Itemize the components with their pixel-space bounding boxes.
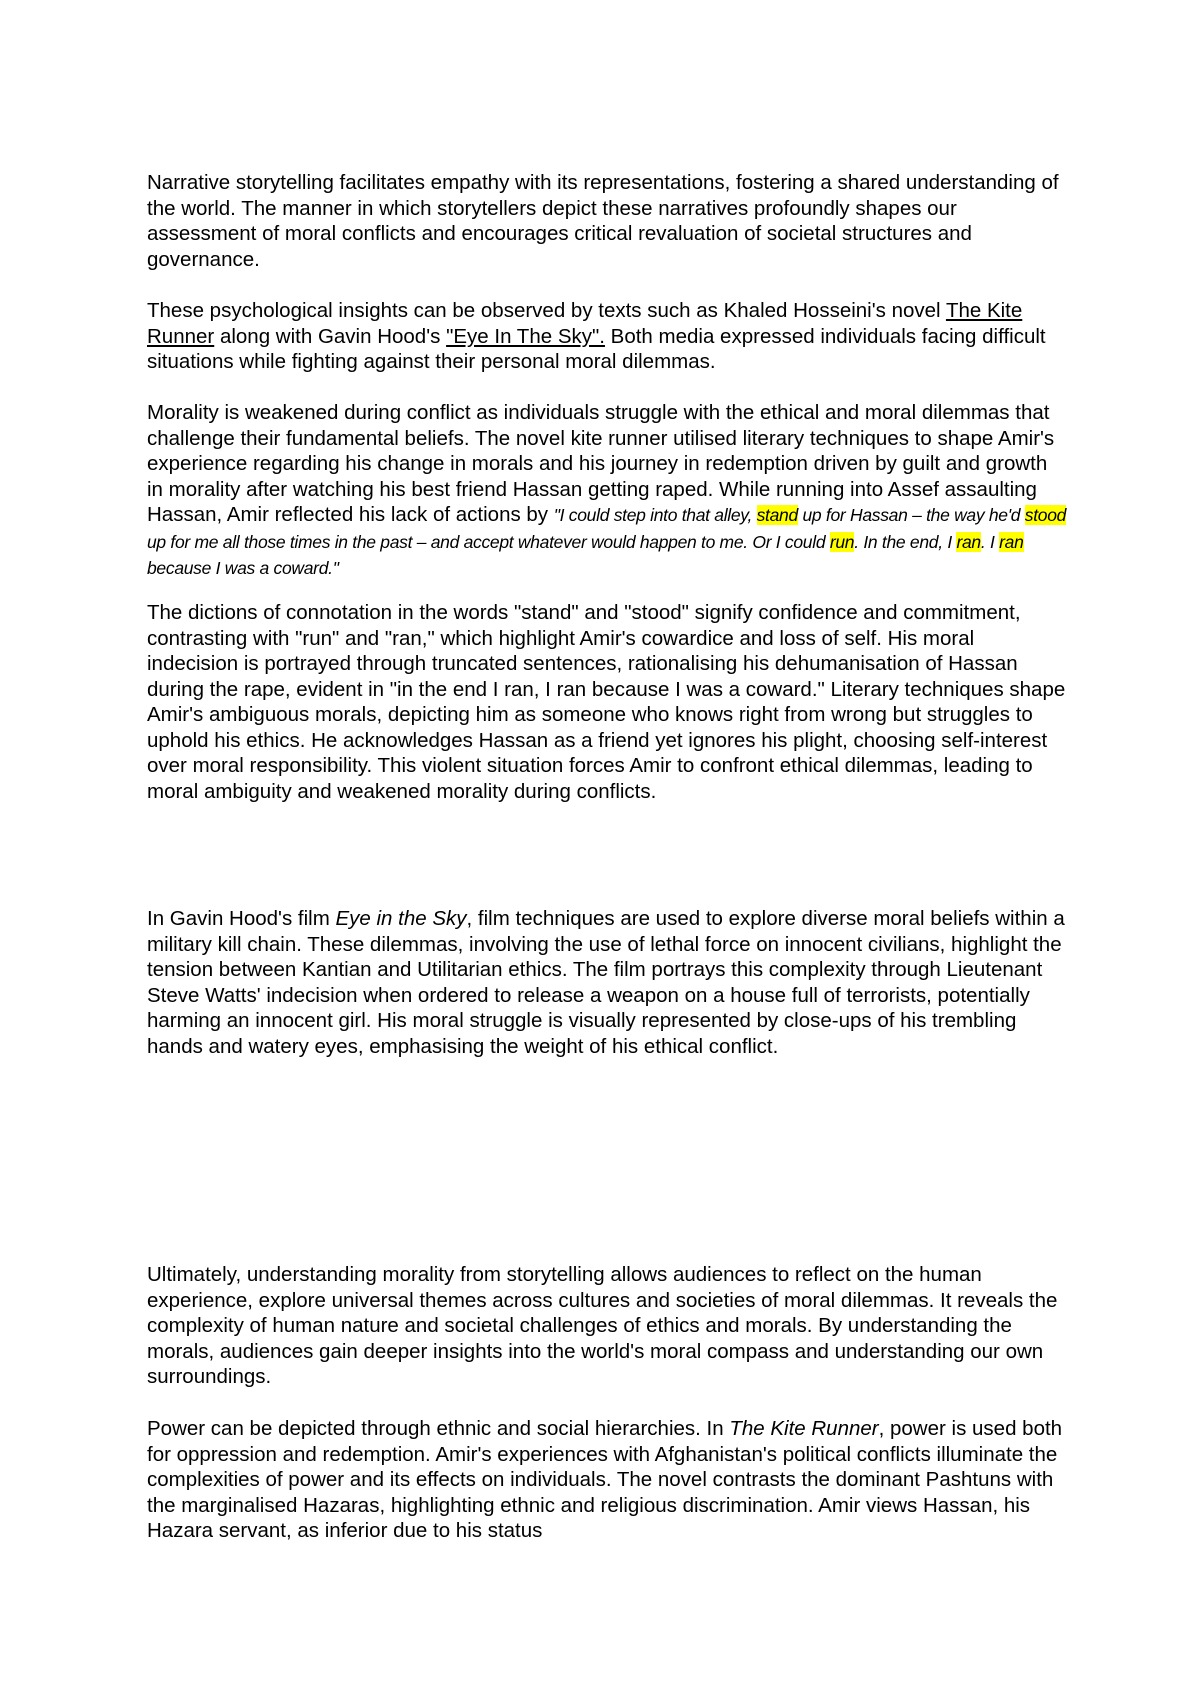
paragraph-power-hierarchies <box>147 1416 1067 1544</box>
text-run: Both media expressed individuals facing difficult situations while fighting against their personal moral dilemmas. <box>147 324 1046 373</box>
quote-run: . In the end, I <box>854 531 957 552</box>
paragraph-texts-overview <box>147 298 1067 375</box>
text-run: , film techniques are used to explore diverse moral beliefs within a military kill chain. These dilemmas, involving the use of lethal force on innocent civilians, highlight the tension between Kantian and Utilitarian ethics. The film portrays this complexity through Lieutenant Steve Watts' indecision when ordered to release a weapon on a house full of terrorists, potentially harming an innocent girl. His moral struggle is visually represented by close-ups of his trembling hands and watery eyes, emphasising the weight of his ethical conflict. <box>147 907 1065 1058</box>
novel-title: The Kite Runner <box>147 299 1023 348</box>
paragraph-text <box>147 1416 1067 1544</box>
paragraph-text: Narrative storytelling facilitates empathy with its representations, fostering a shared understanding of the world. The manner in which storytellers depict these narratives profoundly shapes our assessment of moral conflicts and encourages critical revaluation of societal structures and governance. <box>147 171 1059 271</box>
paragraph-dictions-analysis <box>147 600 1067 804</box>
text-run: Morality is weakened during conflict as individuals struggle with the ethical and moral dilemmas that challenge their fundamental beliefs. The novel kite runner utilised literary techniques to shape Amir's experience regarding his change in morals and his journey in redemption driven by guilt and growth in morality after watching his best friend Hassan getting raped. While running into Assef assaulting Hassan, Amir reflected his lack of actions by <box>147 401 1055 526</box>
text-run: These psychological insights can be observed by texts such as Khaled Hosseini's novel <box>147 299 946 322</box>
paragraph-conclusion <box>147 1262 1067 1390</box>
paragraph-text: Ultimately, understanding morality from storytelling allows audiences to reflect on the human experience, explore universal themes across cultures and societies of moral dilemmas. It reveals the complexity of human nature and societal challenges of ethics and morals. By understanding the morals, audiences gain deeper insights into the world's moral compass and understanding our own surroundings. <box>147 1263 1058 1388</box>
quote-run: up for me all those times in the past – and accept whatever would happen to me. Or I could <box>147 531 830 552</box>
paragraph-introduction <box>147 170 1067 272</box>
film-title: Eye in the Sky <box>335 907 467 930</box>
paragraph-eye-in-the-sky <box>147 906 1067 1059</box>
highlight-run: run <box>829 531 855 552</box>
paragraph-text: The dictions of connotation in the words "stand" and "stood" signify confidence and commitment, contrasting with "run" and "ran," which highlight Amir's cowardice and loss of self. His moral indecision is portrayed through truncated sentences, rationalising his dehumanisation of Hassan during the rape, evident in "in the end I ran, I ran because I was a coward." Literary techniques shape Amir's ambiguous morals, depicting him as someone who knows right from wrong but struggles to uphold his ethics. He acknowledges Hassan as a friend yet ignores his plight, choosing self-interest over moral responsibility. This violent situation forces Amir to confront ethical dilemmas, leading to moral ambiguity and weakened morality during conflicts. <box>147 601 1066 803</box>
paragraph-text <box>147 298 1067 375</box>
film-title: "Eye In The Sky". <box>446 324 605 348</box>
paragraph-text <box>147 400 1067 582</box>
quote-run: up for Hassan – the way he'd <box>797 505 1025 525</box>
paragraph-text <box>147 906 1067 1059</box>
quote-run: . I <box>980 531 1000 552</box>
highlight-ran: ran <box>999 531 1024 552</box>
quote-run: because I was a coward." <box>147 558 339 578</box>
highlight-stood: stood <box>1024 505 1067 525</box>
paragraph-morality-conflict <box>147 400 1067 582</box>
text-run: Power can be depicted through ethnic and social hierarchies. In <box>147 1417 730 1440</box>
highlight-ran: ran <box>956 531 981 552</box>
novel-title: The Kite Runner <box>729 1417 879 1440</box>
text-run: In Gavin Hood's film <box>147 907 336 930</box>
text-run: , power is used both for oppression and redemption. Amir's experiences with Afghanistan's political conflicts illuminate the complexities of power and its effects on individuals. The novel contrasts the dominant Pashtuns with the marginalised Hazaras, highlighting ethnic and religious discrimination. Amir views Hassan, his Hazara servant, as inferior due to his status <box>147 1417 1063 1542</box>
text-run: along with Gavin Hood's <box>214 324 447 348</box>
quote-run: "I could step into that alley, <box>553 505 757 525</box>
highlight-stand: stand <box>756 505 798 525</box>
